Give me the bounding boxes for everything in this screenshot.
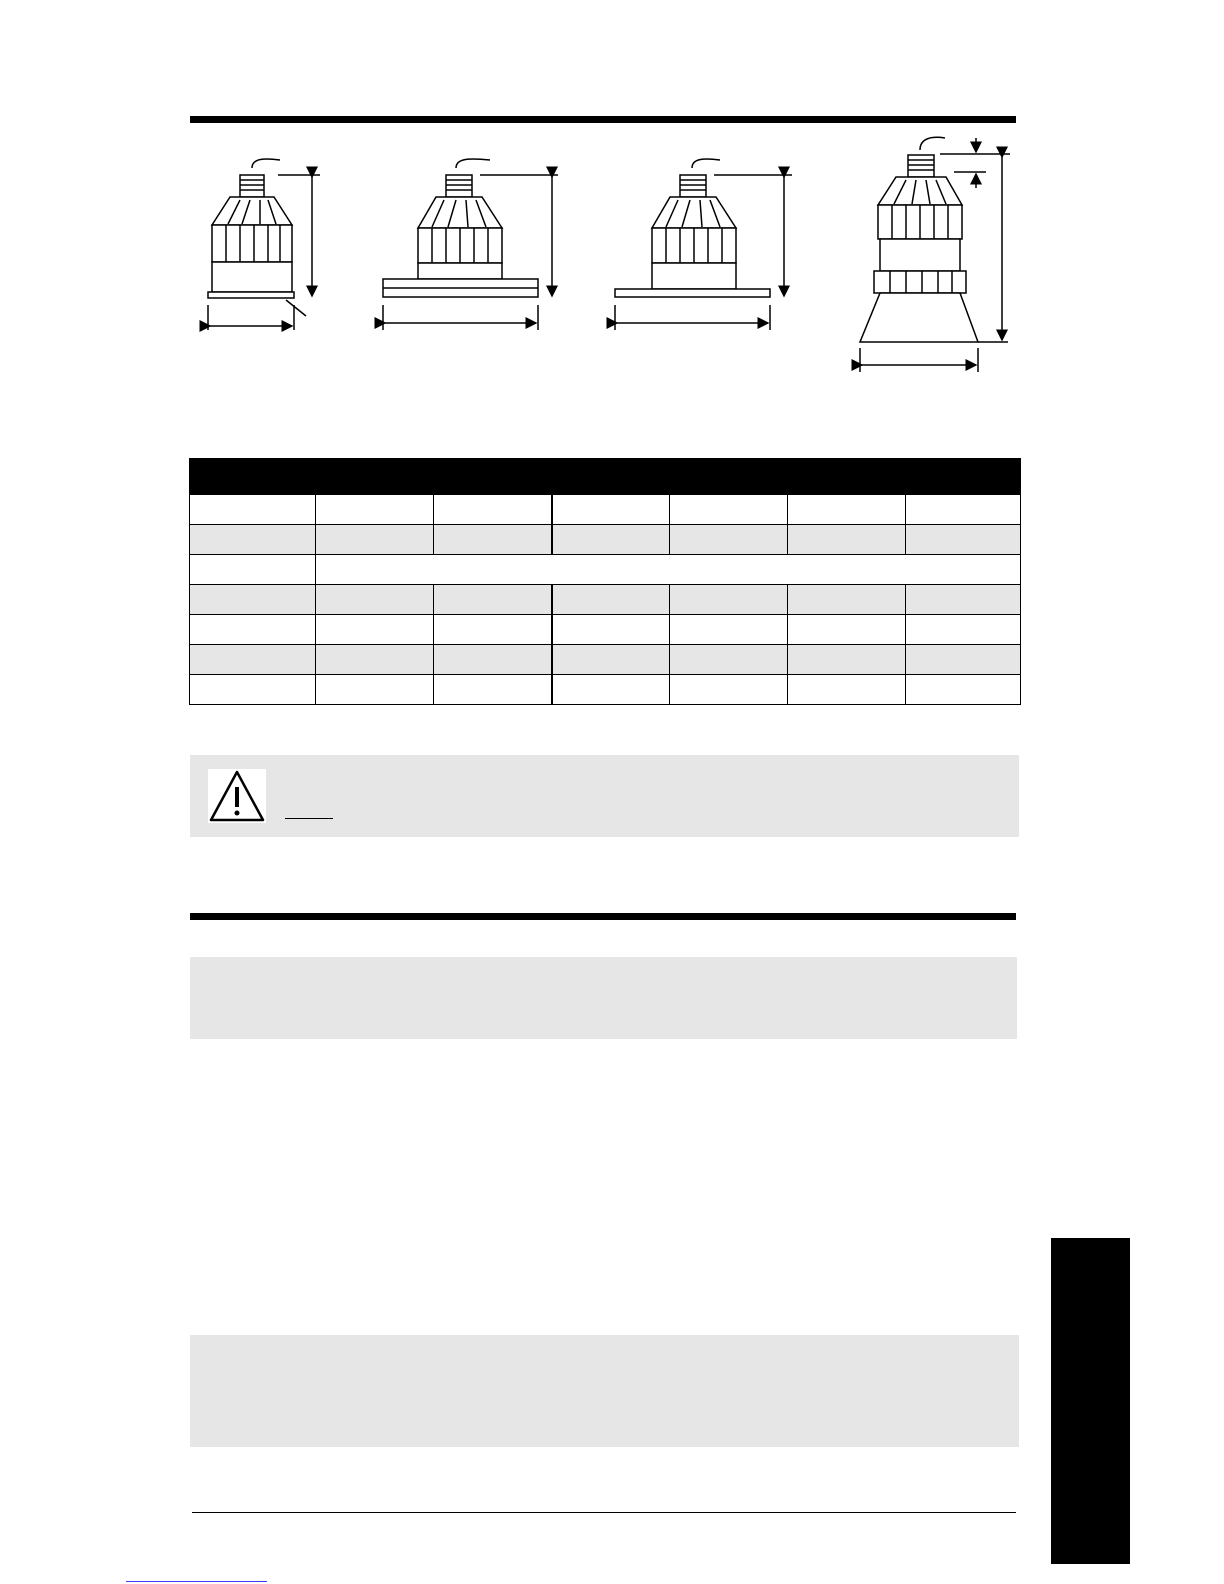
- table-cell: [670, 585, 788, 615]
- table-cell: [434, 585, 552, 615]
- row-label-cell: [190, 585, 316, 615]
- warning-box: [190, 755, 1019, 837]
- table-cell: [788, 495, 906, 525]
- table-cell: [788, 615, 906, 645]
- table-cell: [670, 495, 788, 525]
- table-cell: [670, 645, 788, 675]
- table-cell: [316, 615, 434, 645]
- top-section-rule: [190, 116, 1016, 123]
- chapter-tab[interactable]: [1051, 1238, 1130, 1564]
- table-row: [190, 495, 1021, 525]
- table-row: [190, 615, 1021, 645]
- table-cell: [670, 525, 788, 555]
- table-cell: [906, 585, 1021, 615]
- table-cell: [434, 495, 552, 525]
- table-cell: [906, 645, 1021, 675]
- table-row: [190, 645, 1021, 675]
- table-header-row: [190, 459, 1021, 495]
- table-row: [190, 555, 1021, 585]
- table-cell: [788, 525, 906, 555]
- table-cell: [434, 525, 552, 555]
- table-cell: [552, 645, 670, 675]
- table-cell: [552, 525, 670, 555]
- table-cell: [316, 525, 434, 555]
- transducer-thin-flange-icon: [615, 159, 792, 330]
- row-label-cell: [190, 675, 316, 705]
- transducer-dimension-drawings: [180, 130, 1030, 390]
- table-cell: [316, 585, 434, 615]
- transducer-wide-flange-icon: [383, 159, 558, 330]
- footer-link[interactable]: [126, 1581, 267, 1582]
- note-panel: [190, 1335, 1019, 1447]
- table-cell: [788, 675, 906, 705]
- table-cell: [316, 645, 434, 675]
- table-cell: [906, 675, 1021, 705]
- dimensions-table: [189, 458, 1021, 705]
- row-label-cell: [190, 525, 316, 555]
- table-cell: [316, 495, 434, 525]
- table-cell: [906, 615, 1021, 645]
- table-merged-cell: [316, 555, 1021, 585]
- warning-label-underline: [285, 818, 333, 819]
- table-cell: [552, 675, 670, 705]
- table-row: [190, 675, 1021, 705]
- table-cell: [552, 585, 670, 615]
- table-cell: [434, 615, 552, 645]
- table-cell: [552, 615, 670, 645]
- table-row: [190, 525, 1021, 555]
- table-cell: [316, 675, 434, 705]
- warning-triangle-icon: [208, 769, 266, 823]
- row-label-cell: [190, 645, 316, 675]
- transducer-horn-icon: [860, 137, 1010, 372]
- table-header-cell: [190, 459, 1021, 495]
- table-cell: [670, 675, 788, 705]
- table-cell: [906, 495, 1021, 525]
- mid-section-rule: [190, 913, 1016, 920]
- footer-rule: [192, 1512, 1016, 1513]
- table-cell: [906, 525, 1021, 555]
- table-cell: [552, 495, 670, 525]
- row-label-cell: [190, 555, 316, 585]
- table-cell: [434, 675, 552, 705]
- table-cell: [434, 645, 552, 675]
- note-panel: [190, 957, 1017, 1039]
- table-row: [190, 585, 1021, 615]
- table-cell: [788, 585, 906, 615]
- transducer-standard-icon: [208, 159, 320, 330]
- table-cell: [670, 615, 788, 645]
- row-label-cell: [190, 615, 316, 645]
- row-label-cell: [190, 495, 316, 525]
- table-cell: [788, 645, 906, 675]
